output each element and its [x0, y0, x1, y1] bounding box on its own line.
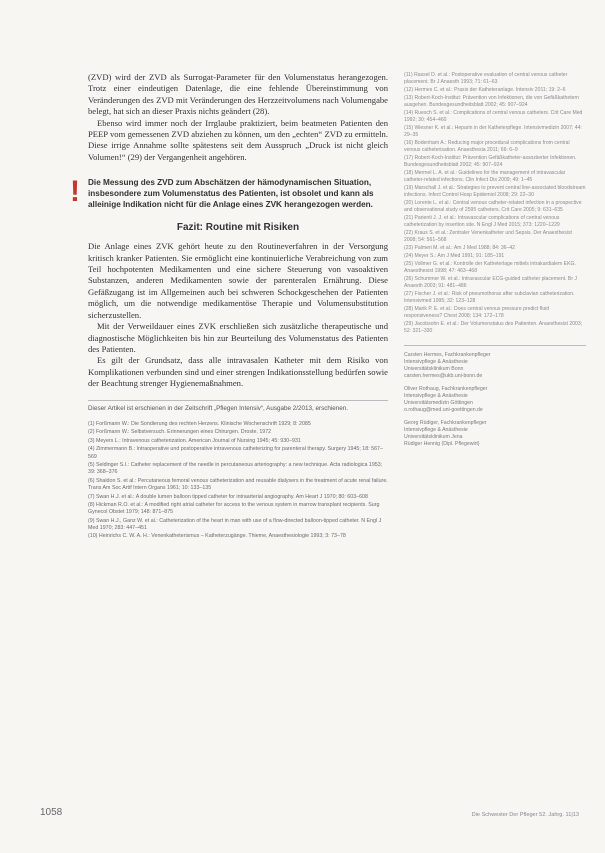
- reference-item: (16) Bodenham A.: Reducing major procedural complications from central venous catheterisation. Anaesthesia 2011; 66: 6–9: [404, 140, 570, 153]
- reference-item: (11) Rassel D. et al.: Postoperative evaluation of central venous catheter placement. Br J Anaesth 1993; 71: 61–63: [404, 72, 568, 85]
- reference-item: (25) Vollmer G. et al.: Kontrolle der Katheterlage mittels intrakardialem EKG. Anaesthesist 1998; 47: 463–468: [404, 261, 576, 275]
- author-block: [404, 345, 586, 448]
- author-email: carsten.hermes@ukb.uni-bonn.de: [404, 372, 483, 379]
- callout-text: Die Messung des ZVD zum Abschätzen der hämodynamischen Situation, insbesondere zum Volumenstatus des Patienten, ist obsolet und kann als alleinige Indikation nicht für die Anlage eines ZVK herangezogen werden.: [88, 178, 374, 210]
- reference-item: (24) Meyer S.: Am J Med 1991; 91: 185–191: [404, 253, 505, 260]
- author-line: Universitätsklinikum Bonn: [404, 365, 464, 372]
- reference-item: (23) Palmeri M. et al.: Am J Med 1988; 84: 36–42: [404, 244, 515, 251]
- author-entry: [404, 386, 586, 414]
- callout-box: [70, 175, 388, 210]
- running-footer: Die Schwester Der Pfleger 52. Jahrg. 11|13: [471, 812, 579, 818]
- reference-item: (26) Schummer W. et al.: Intravascular ECG-guided catheter placement. Br J Anaesth 2003; 91: 481–486: [404, 276, 577, 290]
- reference-item: (5) Seldinger S.I.: Catheter replacement of the needle in percutaneous arteriography: a new technique. Acta radiologica 1953; 39: 368–376: [88, 462, 383, 476]
- author-name: Georg Rüdiger, Fachkrankenpfleger: [404, 419, 487, 426]
- page-number: 1058: [40, 807, 63, 818]
- reference-item: (10) Heinrichs C. W. A. H.: Venenkatheterismus – Katheterzugänge. Thieme, Anaesthesiologie 1993; 3: 73–78: [88, 533, 346, 540]
- reference-item: (13) Robert-Koch-Institut: Prävention von Infektionen, die von Gefäßkathetern ausgehen. Bundesgesundheitsblatt 2002; 45: 907–924: [404, 95, 579, 108]
- author-line: Intensivpflege & Anästhesie: [404, 358, 468, 365]
- reference-item: (15) Wiesner K. et al.: Heparin in der Katheterpflege. Intensivmedizin 2007; 44: 29–35: [404, 125, 582, 138]
- author-line: Intensivpflege & Anästhesie: [404, 392, 468, 399]
- reference-item: (3) Meyers L.: Intravenous catheterization. American Journal of Nursing 1945; 45: 930–931: [88, 437, 301, 444]
- reference-item: (22) Kraus S. et al.: Zentraler Venenkatheter und Sepsis. Der Anaesthesist 2008; 54: 561–568: [404, 229, 572, 243]
- section-heading: Fazit: Routine mit Risiken: [176, 222, 300, 234]
- reference-item: (12) Hermes C. et al.: Praxis der Katheteranlage. Intensiv 2011; 19: 2–6: [404, 86, 566, 93]
- author-name: Carsten Hermes, Fachkrankenpfleger: [404, 351, 491, 358]
- reference-item: (7) Swan H.J. et al.: A double lumen balloon tipped catheter for intraarterial angiography. Am Heart J 1970; 80: 603–608: [88, 493, 368, 500]
- author-line: Intensivpflege & Anästhesie: [404, 426, 468, 433]
- reference-item: (18) Mermel L. A. et al.: Guidelines for the management of intravascular catheter-related infections. Clin Infect Dis 2009; 49: 1–45: [404, 170, 566, 183]
- reference-item: (14) Ruesch S. et al.: Complications of central venous catheters. Crit Care Med 1992; 30: 454–460: [404, 110, 583, 123]
- reference-item: (2) Forßmann W.: Selbstversuch. Erinnerungen eines Chirurgen. Droste, 1972: [88, 429, 272, 436]
- reference-item: (20) Lorente L. et al.: Central venous catheter-related infection in a prospective and observational study of 2595 catheters. Crit Care 2005; 9: 631–635: [404, 200, 582, 213]
- author-entry: [404, 420, 586, 448]
- paragraph-4: Mit der Verweildauer eines ZVK erschließen sich zusätzliche therapeutische und diagnostische Möglichkeiten bis hin zur Beurteilung des Volumenstatus des Patienten des Patienten.: [88, 321, 388, 354]
- author-entry: [404, 352, 586, 380]
- author-name: Oliver Rothaug, Fachkrankenpfleger: [404, 385, 488, 392]
- exclamation-icon: !: [70, 175, 80, 209]
- intro-text: [88, 72, 388, 163]
- author-line: Rüdiger Hennig (Dipl. Pflegewirt): [404, 440, 480, 447]
- reference-item: (28) Marik P. E. et al.: Does central venous pressure predict fluid responsiveness? Chest 2008; 134: 172–178: [404, 306, 550, 320]
- reference-list-left: [88, 421, 388, 541]
- author-email: o.rothaug@med.uni-goettingen.de: [404, 406, 483, 413]
- reference-item: (29) Jacobsohn E. et al.: Der Volumenstatus des Patienten. Anaesthesist 2003; 52: 321–330: [404, 321, 583, 335]
- author-line: Universitätsmedizin Göttingen: [404, 399, 473, 406]
- conclusion-text: [88, 241, 388, 389]
- reference-item: (9) Swan H.J., Ganz W. et al.: Catheterization of the heart in man with use of a flow-directed balloon-tipped catheter. N Engl J Med 1970; 283: 447–451: [88, 517, 382, 531]
- reference-item: (1) Forßmann W.: Die Sondierung des rechten Herzens. Klinische Wochenschrift 1929; 8: 2085: [88, 420, 311, 427]
- reference-item: (17) Robert-Koch-Institut: Prävention Gefäßkatheter-assoziierter Infektionen. Bundesgesundheitsblatt 2002; 45: 907–924: [404, 155, 577, 168]
- left-column: [70, 72, 388, 542]
- paragraph-5: Es gilt der Grundsatz, dass alle intravasalen Katheter mit dem Risiko von Komplikationen verbunden sind und einer strengen Indikationsstellung bedürfen sowie der Beachtung strenger Hygienemaßnahmen.: [88, 355, 388, 389]
- reference-item: (6) Shaldon S. et al.: Percutaneous femoral venous catheterization and reusable dialysers in the treatment of acute renal failure. Trans Am Soc Artif Intern Organs 1961; 10: 133–135: [88, 477, 388, 492]
- paragraph-1: (ZVD) wird der ZVD als Surrogat-Parameter für den Volumenstatus herangezogen. Trotz einer eindeutigen Datenlage, die eine fehlende Übereinstimmung von Veränderungen des ZVD mit Veränderungen des Herzzeitvolumens nach Volumengabe belegt, hat sich an dieser Praxis nichts geändert (28).: [88, 72, 388, 117]
- reference-item: (4) Zimmermann B.: Intraoperative und postoperative intravenous catheterizing for parenteral therapy. Surgery 1945; 18: 567–569: [88, 446, 383, 460]
- reference-item: (21) Parienti J. J. et al.: Intravascular complications of central venous catheterization by insertion site. N Engl J Med 2015; 373: 1220–1229: [404, 215, 560, 228]
- reference-item: (19) Marschall J. et al.: Strategies to prevent central line-associated bloodstream infections. Infect Control Hosp Epidemiol 2008; 29: 22–30: [404, 185, 586, 198]
- paragraph-2: Ebenso wird immer noch der Irrglaube praktiziert, beim beatmeten Patienten den PEEP vom gemessenen ZVD abziehen zu können, um den „echten“ ZVD zu ermitteln. Diese irrige Annahme sollte spätestens seit dem Ausspruch „Druck ist nicht gleich Volumen!“ (29) der Vergangenheit angehören.: [88, 117, 388, 162]
- author-line: Universitätsklinikum Jena: [404, 433, 463, 440]
- reference-item: (8) Hickman R.O. et al.: A modified right atrial catheter for access to the venous system in marrow transplant recipients. Surg Gynecol Obstet 1979; 148: 871–875: [88, 502, 380, 516]
- paragraph-3: Die Anlage eines ZVK gehört heute zu den Routineverfahren in der Versorgung kritisch kranker Patienten. Sie ermöglicht eine kontinuierliche Verabreichung von zum Teil hochpotenten Medikamenten und eine sichere Steuerung von vasoaktiven Substanzen, anderen Medikamenten sowie der parenteralen Ernährung. Diese Gefäßzugang ist im Allgemeinen auch bei schweren Schockgeschehen der Patienten möglich, um die notwendige medikamentöse Therapie und Volumensubstitution sicherzustellen.: [88, 241, 388, 320]
- reference-list-right: [404, 72, 586, 335]
- right-column: [404, 72, 586, 454]
- reference-item: (27) Fischer J. et al.: Risk of pneumothorax after subclavian catheterization. Intensivmed 1995; 32: 123–128: [404, 291, 575, 305]
- source-note: Dieser Artikel ist erschienen in der Zeitschrift „Pflegen Intensiv“, Ausgabe 2/2013, erschienen.: [88, 400, 388, 413]
